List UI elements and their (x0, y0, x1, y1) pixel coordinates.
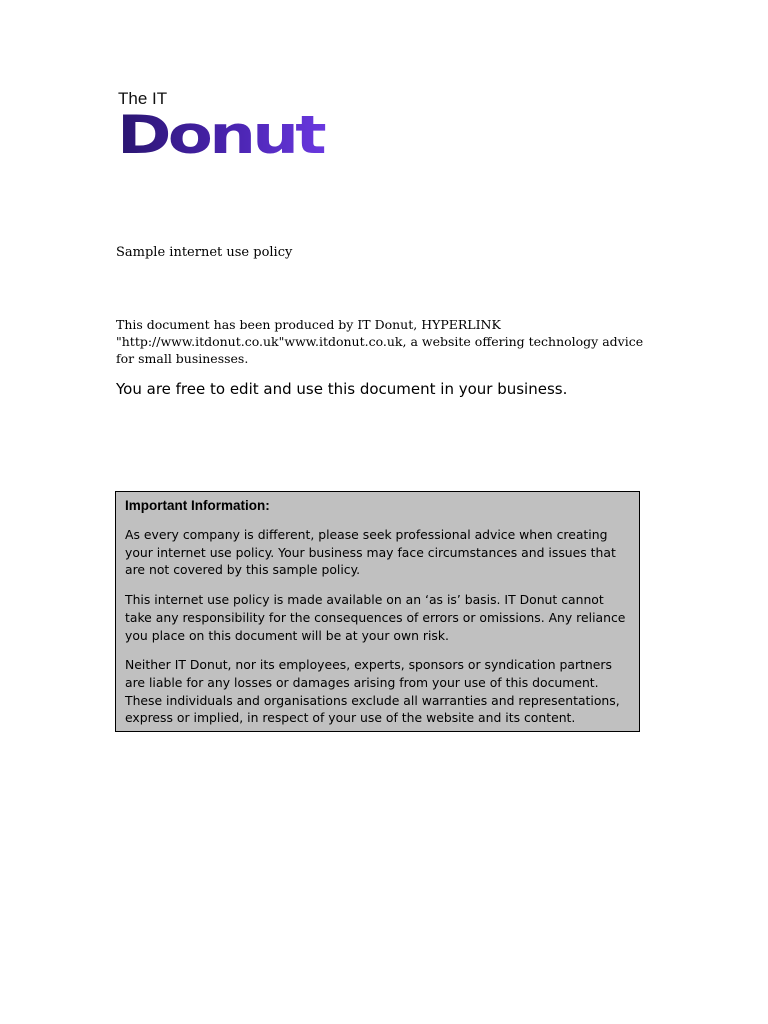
free-to-use-text: You are free to edit and use this document in your business. (116, 380, 568, 398)
logo-small-text: The IT (118, 89, 168, 108)
important-information-heading: Important Information: (125, 498, 270, 513)
info-paragraph-as-is: This internet use policy is made available on an ‘as is’ basis. IT Donut cannot take any responsibility for the consequences of errors or omissions. Any reliance you place on this document will be at your own risk. (125, 592, 626, 643)
info-paragraph-advice: As every company is different, please seek professional advice when creating your internet use policy. Your business may face circumstances and issues that are not covered by this sample policy. (125, 527, 616, 578)
important-information-box (115, 491, 640, 732)
produced-by-text: This document has been produced by IT Donut, HYPERLINK "http://www.itdonut.co.uk"www.itdonut.co.uk, a website offering technology advice for small businesses. (116, 317, 644, 366)
logo-large-text: Donut (117, 105, 327, 157)
it-donut-logo-graphic (117, 87, 327, 157)
it-donut-logo (117, 87, 327, 157)
document-title: Sample internet use policy (116, 245, 293, 260)
info-paragraph-liability: Neither IT Donut, nor its employees, experts, sponsors or syndication partners are liable for any losses or damages arising from your use of this document. These individuals and organisations exclude all warranties and representations, express or implied, in respect of your use of the website and its content. (125, 657, 620, 726)
